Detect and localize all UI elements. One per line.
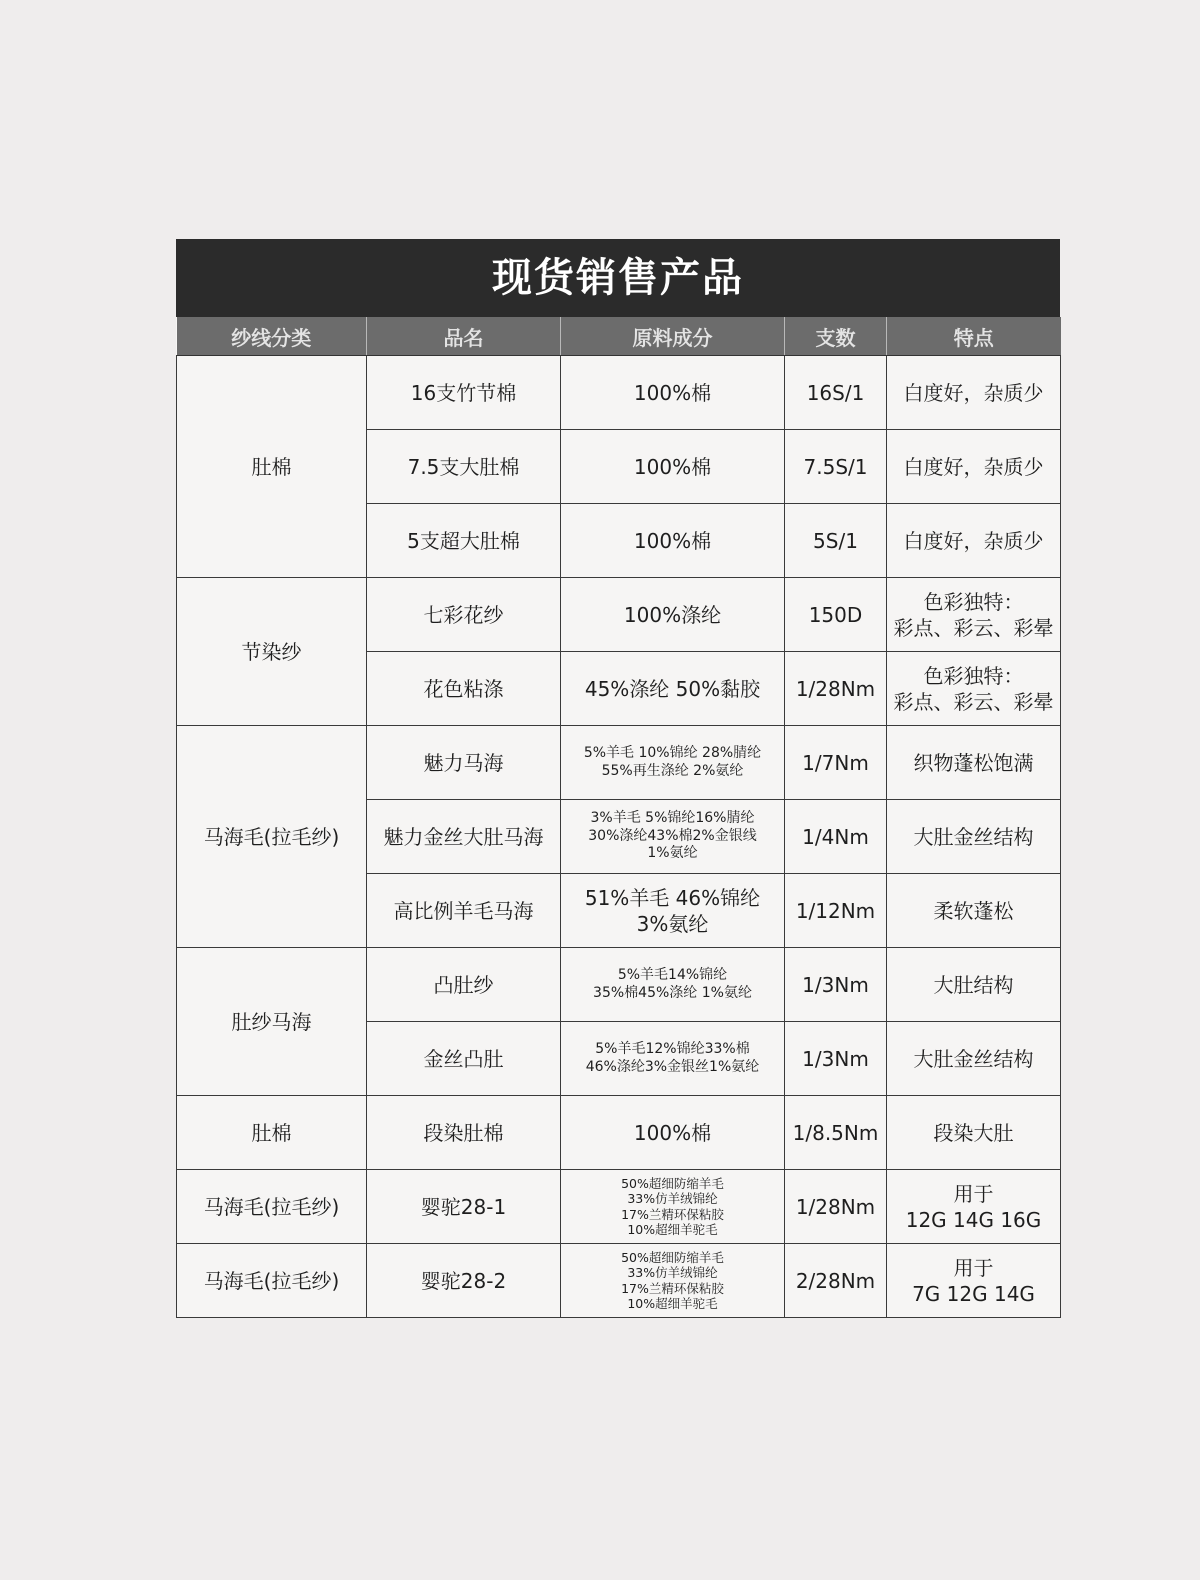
composition-line: 10%超细羊驼毛 xyxy=(627,1295,718,1311)
category-cell: 马海毛(拉毛纱) xyxy=(177,726,367,948)
category-cell: 肚纱马海 xyxy=(177,948,367,1096)
count-cell: 1/8.5Nm xyxy=(785,1096,887,1170)
composition-line: 100%棉 xyxy=(633,528,712,553)
category-cell: 马海毛(拉毛纱) xyxy=(177,1170,367,1244)
composition-cell xyxy=(561,578,785,652)
composition-line: 3%氨纶 xyxy=(636,911,709,936)
composition-cell xyxy=(561,430,785,504)
header-row xyxy=(177,317,1061,356)
composition-line: 50%超细防缩羊毛 xyxy=(621,1250,724,1265)
header-feature: 特点 xyxy=(887,317,1061,356)
count-cell: 16S/1 xyxy=(785,356,887,430)
feature-line: 大肚金丝结构 xyxy=(913,824,1034,849)
header-name: 品名 xyxy=(367,317,561,356)
feature-cell xyxy=(887,430,1061,504)
feature-line: 12G 14G 16G xyxy=(905,1207,1042,1232)
count-cell: 1/7Nm xyxy=(785,726,887,800)
table-row xyxy=(177,1170,1061,1244)
product-table xyxy=(176,317,1061,1318)
composition-line: 50%超细防缩羊毛 xyxy=(621,1176,724,1191)
product-sheet xyxy=(176,239,1060,1318)
feature-line: 白度好，杂质少 xyxy=(903,528,1044,553)
header-category: 纱线分类 xyxy=(177,317,367,356)
product-name-cell: 婴驼28-1 xyxy=(367,1170,561,1244)
feature-line: 彩点、彩云、彩晕 xyxy=(893,615,1054,640)
composition-line: 33%仿羊绒锦纶 xyxy=(627,1265,718,1281)
composition-line: 100%棉 xyxy=(633,1120,712,1145)
composition-line: 46%涤纶3%金银丝1%氨纶 xyxy=(585,1058,760,1075)
table-row xyxy=(177,726,1061,800)
product-name-cell: 5支超大肚棉 xyxy=(367,504,561,578)
count-cell: 1/12Nm xyxy=(785,874,887,948)
composition-line: 55%再生涤纶 2%氨纶 xyxy=(601,762,744,779)
composition-cell xyxy=(561,1022,785,1096)
composition-cell xyxy=(561,1170,785,1244)
product-name-cell: 段染肚棉 xyxy=(367,1096,561,1170)
product-name-cell: 金丝凸肚 xyxy=(367,1022,561,1096)
product-name-cell: 花色粘涤 xyxy=(367,652,561,726)
category-cell: 肚棉 xyxy=(177,356,367,578)
composition-line: 3%羊毛 5%锦纶16%腈纶 xyxy=(590,810,755,827)
composition-cell xyxy=(561,726,785,800)
feature-line: 柔软蓬松 xyxy=(933,898,1014,923)
composition-line: 5%羊毛 10%锦纶 28%腈纶 xyxy=(583,745,762,761)
composition-line: 30%涤纶43%棉2%金银线 xyxy=(588,827,757,844)
table-row xyxy=(177,1096,1061,1170)
feature-line: 彩点、彩云、彩晕 xyxy=(893,689,1054,714)
feature-cell xyxy=(887,1244,1061,1318)
feature-line: 7G 12G 14G xyxy=(912,1281,1035,1306)
feature-cell xyxy=(887,726,1061,800)
composition-line: 35%棉45%涤纶 1%氨纶 xyxy=(593,984,752,1001)
feature-line: 白度好，杂质少 xyxy=(903,454,1044,479)
count-cell: 1/28Nm xyxy=(785,1170,887,1244)
composition-line: 5%羊毛12%锦纶33%棉 xyxy=(595,1041,750,1057)
product-name-cell: 凸肚纱 xyxy=(367,948,561,1022)
composition-cell xyxy=(561,1096,785,1170)
feature-line: 织物蓬松饱满 xyxy=(913,750,1034,775)
composition-line: 45%涤纶 50%黏胶 xyxy=(584,676,761,701)
feature-line: 白度好，杂质少 xyxy=(903,380,1044,405)
composition-cell xyxy=(561,948,785,1022)
composition-line: 51%羊毛 46%锦纶 xyxy=(584,885,761,910)
product-name-cell: 7.5支大肚棉 xyxy=(367,430,561,504)
feature-cell xyxy=(887,1022,1061,1096)
feature-line: 用于 xyxy=(953,1255,994,1280)
product-name-cell: 七彩花纱 xyxy=(367,578,561,652)
product-name-cell: 魅力金丝大肚马海 xyxy=(367,800,561,874)
table-row xyxy=(177,948,1061,1022)
feature-cell xyxy=(887,578,1061,652)
composition-cell xyxy=(561,874,785,948)
feature-cell xyxy=(887,800,1061,874)
product-name-cell: 婴驼28-2 xyxy=(367,1244,561,1318)
category-cell: 肚棉 xyxy=(177,1096,367,1170)
feature-cell xyxy=(887,1170,1061,1244)
table-row xyxy=(177,578,1061,652)
composition-line: 100%棉 xyxy=(633,454,712,479)
table-row xyxy=(177,356,1061,430)
table-row xyxy=(177,1244,1061,1318)
composition-cell xyxy=(561,652,785,726)
sheet-title: 现货销售产品 xyxy=(176,239,1060,317)
feature-line: 用于 xyxy=(953,1181,994,1206)
composition-cell xyxy=(561,356,785,430)
product-name-cell: 魅力马海 xyxy=(367,726,561,800)
header-count: 支数 xyxy=(785,317,887,356)
header-composition: 原料成分 xyxy=(561,317,785,356)
count-cell: 1/28Nm xyxy=(785,652,887,726)
composition-line: 100%棉 xyxy=(633,380,712,405)
composition-line: 100%涤纶 xyxy=(623,602,722,627)
count-cell: 1/3Nm xyxy=(785,1022,887,1096)
feature-cell xyxy=(887,1096,1061,1170)
feature-cell xyxy=(887,948,1061,1022)
count-cell: 1/4Nm xyxy=(785,800,887,874)
feature-line: 大肚金丝结构 xyxy=(913,1046,1034,1071)
category-cell: 节染纱 xyxy=(177,578,367,726)
feature-cell xyxy=(887,356,1061,430)
composition-line: 5%羊毛14%锦纶 xyxy=(617,967,728,983)
composition-cell xyxy=(561,1244,785,1318)
composition-line: 10%超细羊驼毛 xyxy=(627,1221,718,1237)
composition-line: 17%兰精环保粘胶 xyxy=(621,1280,724,1296)
count-cell: 1/3Nm xyxy=(785,948,887,1022)
composition-cell xyxy=(561,504,785,578)
product-name-cell: 16支竹节棉 xyxy=(367,356,561,430)
feature-line: 色彩独特： xyxy=(923,589,1024,614)
feature-cell xyxy=(887,504,1061,578)
count-cell: 2/28Nm xyxy=(785,1244,887,1318)
feature-line: 大肚结构 xyxy=(933,972,1014,997)
feature-line: 段染大肚 xyxy=(933,1120,1014,1145)
feature-cell xyxy=(887,652,1061,726)
count-cell: 150D xyxy=(785,578,887,652)
feature-line: 色彩独特： xyxy=(923,663,1024,688)
composition-line: 33%仿羊绒锦纶 xyxy=(627,1191,718,1207)
composition-line: 1%氨纶 xyxy=(647,845,698,862)
count-cell: 7.5S/1 xyxy=(785,430,887,504)
count-cell: 5S/1 xyxy=(785,504,887,578)
product-name-cell: 高比例羊毛马海 xyxy=(367,874,561,948)
feature-cell xyxy=(887,874,1061,948)
composition-cell xyxy=(561,800,785,874)
category-cell: 马海毛(拉毛纱) xyxy=(177,1244,367,1318)
composition-line: 17%兰精环保粘胶 xyxy=(621,1206,724,1222)
